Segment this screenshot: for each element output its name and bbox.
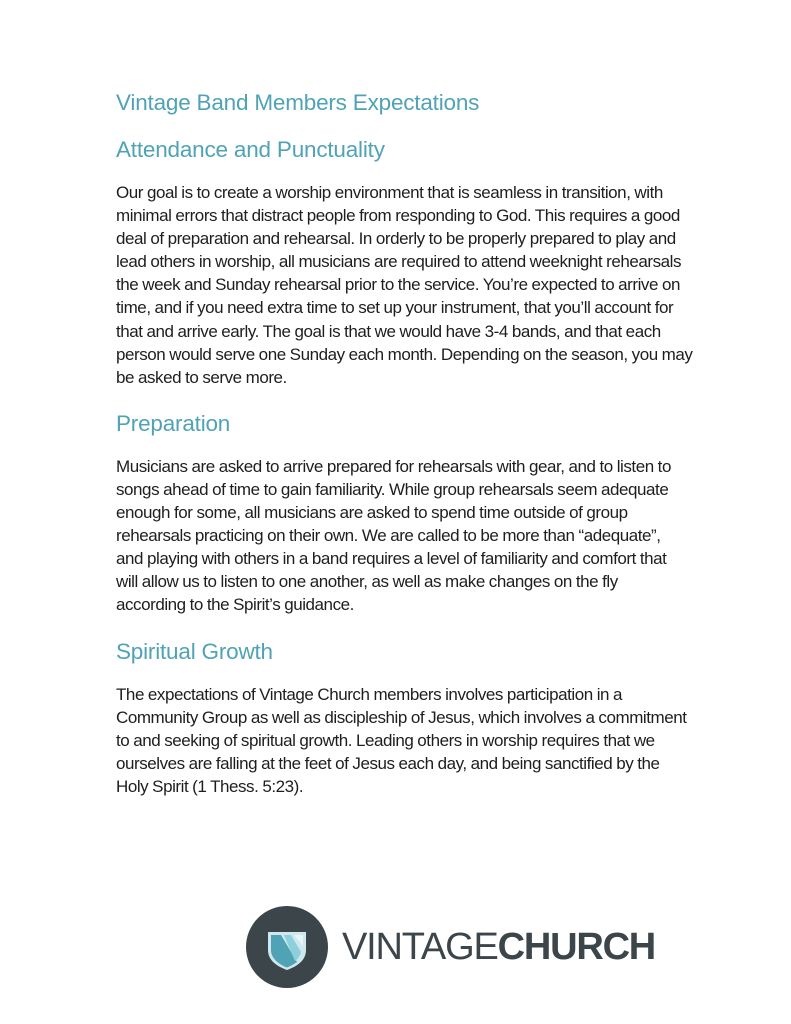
section-heading-preparation: Preparation: [116, 410, 231, 436]
text-line: songs ahead of time to gain familiarity. While group rehearsals seem adequate: [116, 479, 669, 499]
logo-word-church: CHURCH: [497, 926, 656, 968]
text-line: will allow us to listen to one another, as well as make changes on the fly: [116, 572, 618, 592]
text-line: time, and if you need extra time to set up your instrument, that you’ll account for: [116, 298, 674, 318]
logo-wordmark: [342, 927, 655, 967]
text-line: person would serve one Sunday each month. Depending on the season, you may: [116, 344, 693, 364]
vintage-church-shield-icon: [246, 906, 328, 988]
text-line: be asked to serve more.: [116, 367, 287, 387]
text-line: and playing with others in a band requires a level of familiarity and comfort that: [116, 549, 667, 569]
text-line: the week and Sunday rehearsal prior to the service. You’re expected to arrive on: [116, 275, 680, 295]
section-heading-spiritual-growth: Spiritual Growth: [116, 638, 273, 664]
text-line: enough for some, all musicians are asked to spend time outside of group: [116, 503, 628, 523]
text-line: Community Group as well as discipleship of Jesus, which involves a commitment: [116, 707, 687, 727]
text-line: that and arrive early. The goal is that we would have 3-4 bands, and that each: [116, 321, 661, 341]
text-line: to and seeking of spiritual growth. Leading others in worship requires that we: [116, 730, 655, 750]
text-line: Holy Spirit (1 Thess. 5:23).: [116, 776, 304, 796]
vintage-church-logo: [246, 906, 655, 988]
text-line: rehearsals practicing on their own. We are called to be more than “adequate”,: [116, 526, 661, 546]
section-body-spiritual-growth: [116, 683, 736, 798]
document-title: Vintage Band Members Expectations: [116, 90, 480, 115]
text-line: Musicians are asked to arrive prepared for rehearsals with gear, and to listen to: [116, 456, 671, 476]
section-body-attendance: [116, 181, 736, 389]
text-line: lead others in worship, all musicians are required to attend weeknight rehearsals: [116, 252, 682, 272]
section-heading-attendance: Attendance and Punctuality: [116, 137, 385, 162]
document-page: [116, 88, 736, 798]
text-line: The expectations of Vintage Church members involves participation in a: [116, 684, 622, 704]
text-line: Our goal is to create a worship environment that is seamless in transition, with: [116, 183, 663, 202]
text-line: minimal errors that distract people from responding to God. This requires a good: [116, 206, 680, 226]
logo-word-vintage: VINTAGE: [342, 926, 498, 968]
text-line: according to the Spirit’s guidance.: [116, 595, 354, 615]
text-line: deal of preparation and rehearsal. In orderly to be properly prepared to play and: [116, 229, 676, 249]
text-line: ourselves are falling at the feet of Jesus each day, and being sanctified by the: [116, 753, 660, 773]
section-body-preparation: [116, 455, 736, 617]
